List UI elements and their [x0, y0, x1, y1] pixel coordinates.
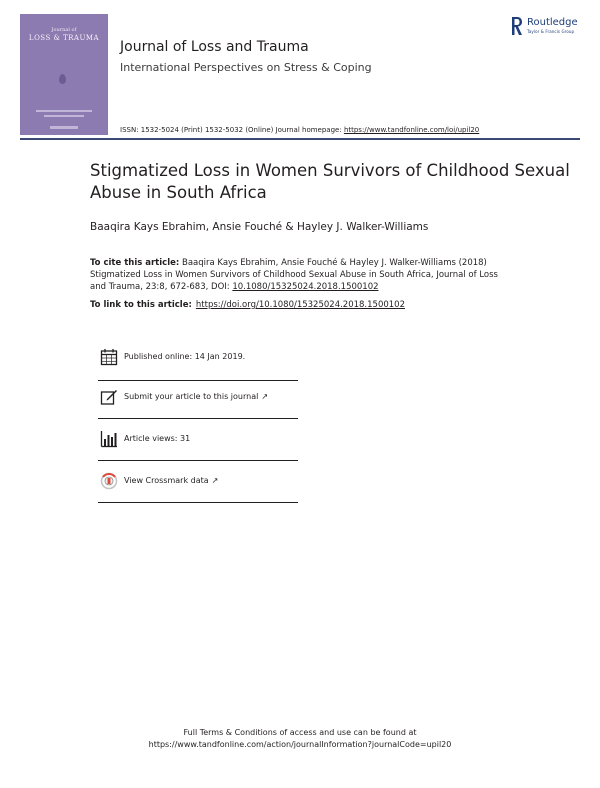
journal-subtitle: International Perspectives on Stress & Coping	[120, 61, 372, 74]
header-divider	[20, 138, 580, 140]
article-link[interactable]: https://doi.org/10.1080/15325024.2018.1500102	[195, 300, 405, 310]
footer-terms-link[interactable]: https://www.tandfonline.com/action/journalInformation?journalCode=upil20	[148, 740, 452, 749]
issn-line	[120, 126, 479, 134]
cover-title-text: LOSS & TRAUMA	[28, 34, 100, 42]
crossmark-label: View Crossmark data	[124, 476, 209, 485]
publisher-name: Routledge	[527, 17, 578, 28]
external-link-icon: ↗	[211, 476, 219, 485]
submit-article-link[interactable]	[124, 392, 268, 401]
routledge-r-icon	[510, 16, 524, 36]
cover-line	[36, 110, 92, 112]
issn-text: ISSN: 1532-5024 (Print) 1532-5032 (Online) Journal homepage:	[120, 126, 344, 134]
info-divider	[98, 418, 298, 419]
submit-row[interactable]	[98, 388, 298, 418]
cover-line	[44, 115, 84, 117]
crossmark-link[interactable]	[124, 476, 218, 485]
crossmark-row[interactable]	[98, 472, 298, 502]
external-link-icon: ↗	[261, 392, 269, 401]
cover-drop-icon	[59, 74, 66, 84]
article-link-line	[90, 300, 405, 310]
publisher-tagline: Taylor & Francis Group	[527, 29, 575, 34]
publisher-logo	[510, 16, 590, 42]
article-link-label: To link to this article:	[90, 300, 192, 310]
crossmark-icon	[100, 472, 118, 490]
doi-link[interactable]: 10.1080/15325024.2018.1500102	[232, 282, 379, 292]
calendar-icon	[100, 348, 118, 366]
published-date: Published online: 14 Jan 2019.	[124, 352, 246, 361]
article-views: Article views: 31	[124, 434, 191, 443]
info-divider	[98, 380, 298, 381]
info-divider	[98, 460, 298, 461]
submit-article-label: Submit your article to this journal	[124, 392, 259, 401]
citation-text: Baaqira Kays Ebrahim, Ansie Fouché & Hayley J. Walker-Williams (2018) Stigmatized Loss in Women Survivors of Childhood Sexual Abuse in South Africa, Journal of Loss and Trauma, 23:8, 672-683, DOI:	[90, 258, 498, 292]
citation-block	[90, 257, 510, 293]
footer-terms-text: Full Terms & Conditions of access and use can be found at	[183, 728, 417, 737]
article-title: Stigmatized Loss in Women Survivors of Childhood Sexual Abuse in South Africa	[90, 161, 570, 202]
cover-footer-mark	[50, 126, 78, 129]
article-authors: Baaqira Kays Ebrahim, Ansie Fouché & Hayley J. Walker-Williams	[90, 221, 429, 233]
bar-chart-icon	[100, 430, 118, 448]
views-row	[98, 430, 298, 460]
journal-title: Journal of Loss and Trauma	[120, 39, 309, 55]
info-divider	[98, 502, 298, 503]
edit-icon	[100, 388, 118, 406]
published-row	[98, 348, 298, 378]
citation-label: To cite this article:	[90, 258, 180, 268]
journal-cover-image	[20, 14, 108, 135]
cover-small-text: Journal of	[51, 27, 77, 33]
journal-homepage-link[interactable]: https://www.tandfonline.com/loi/upil20	[343, 126, 480, 134]
